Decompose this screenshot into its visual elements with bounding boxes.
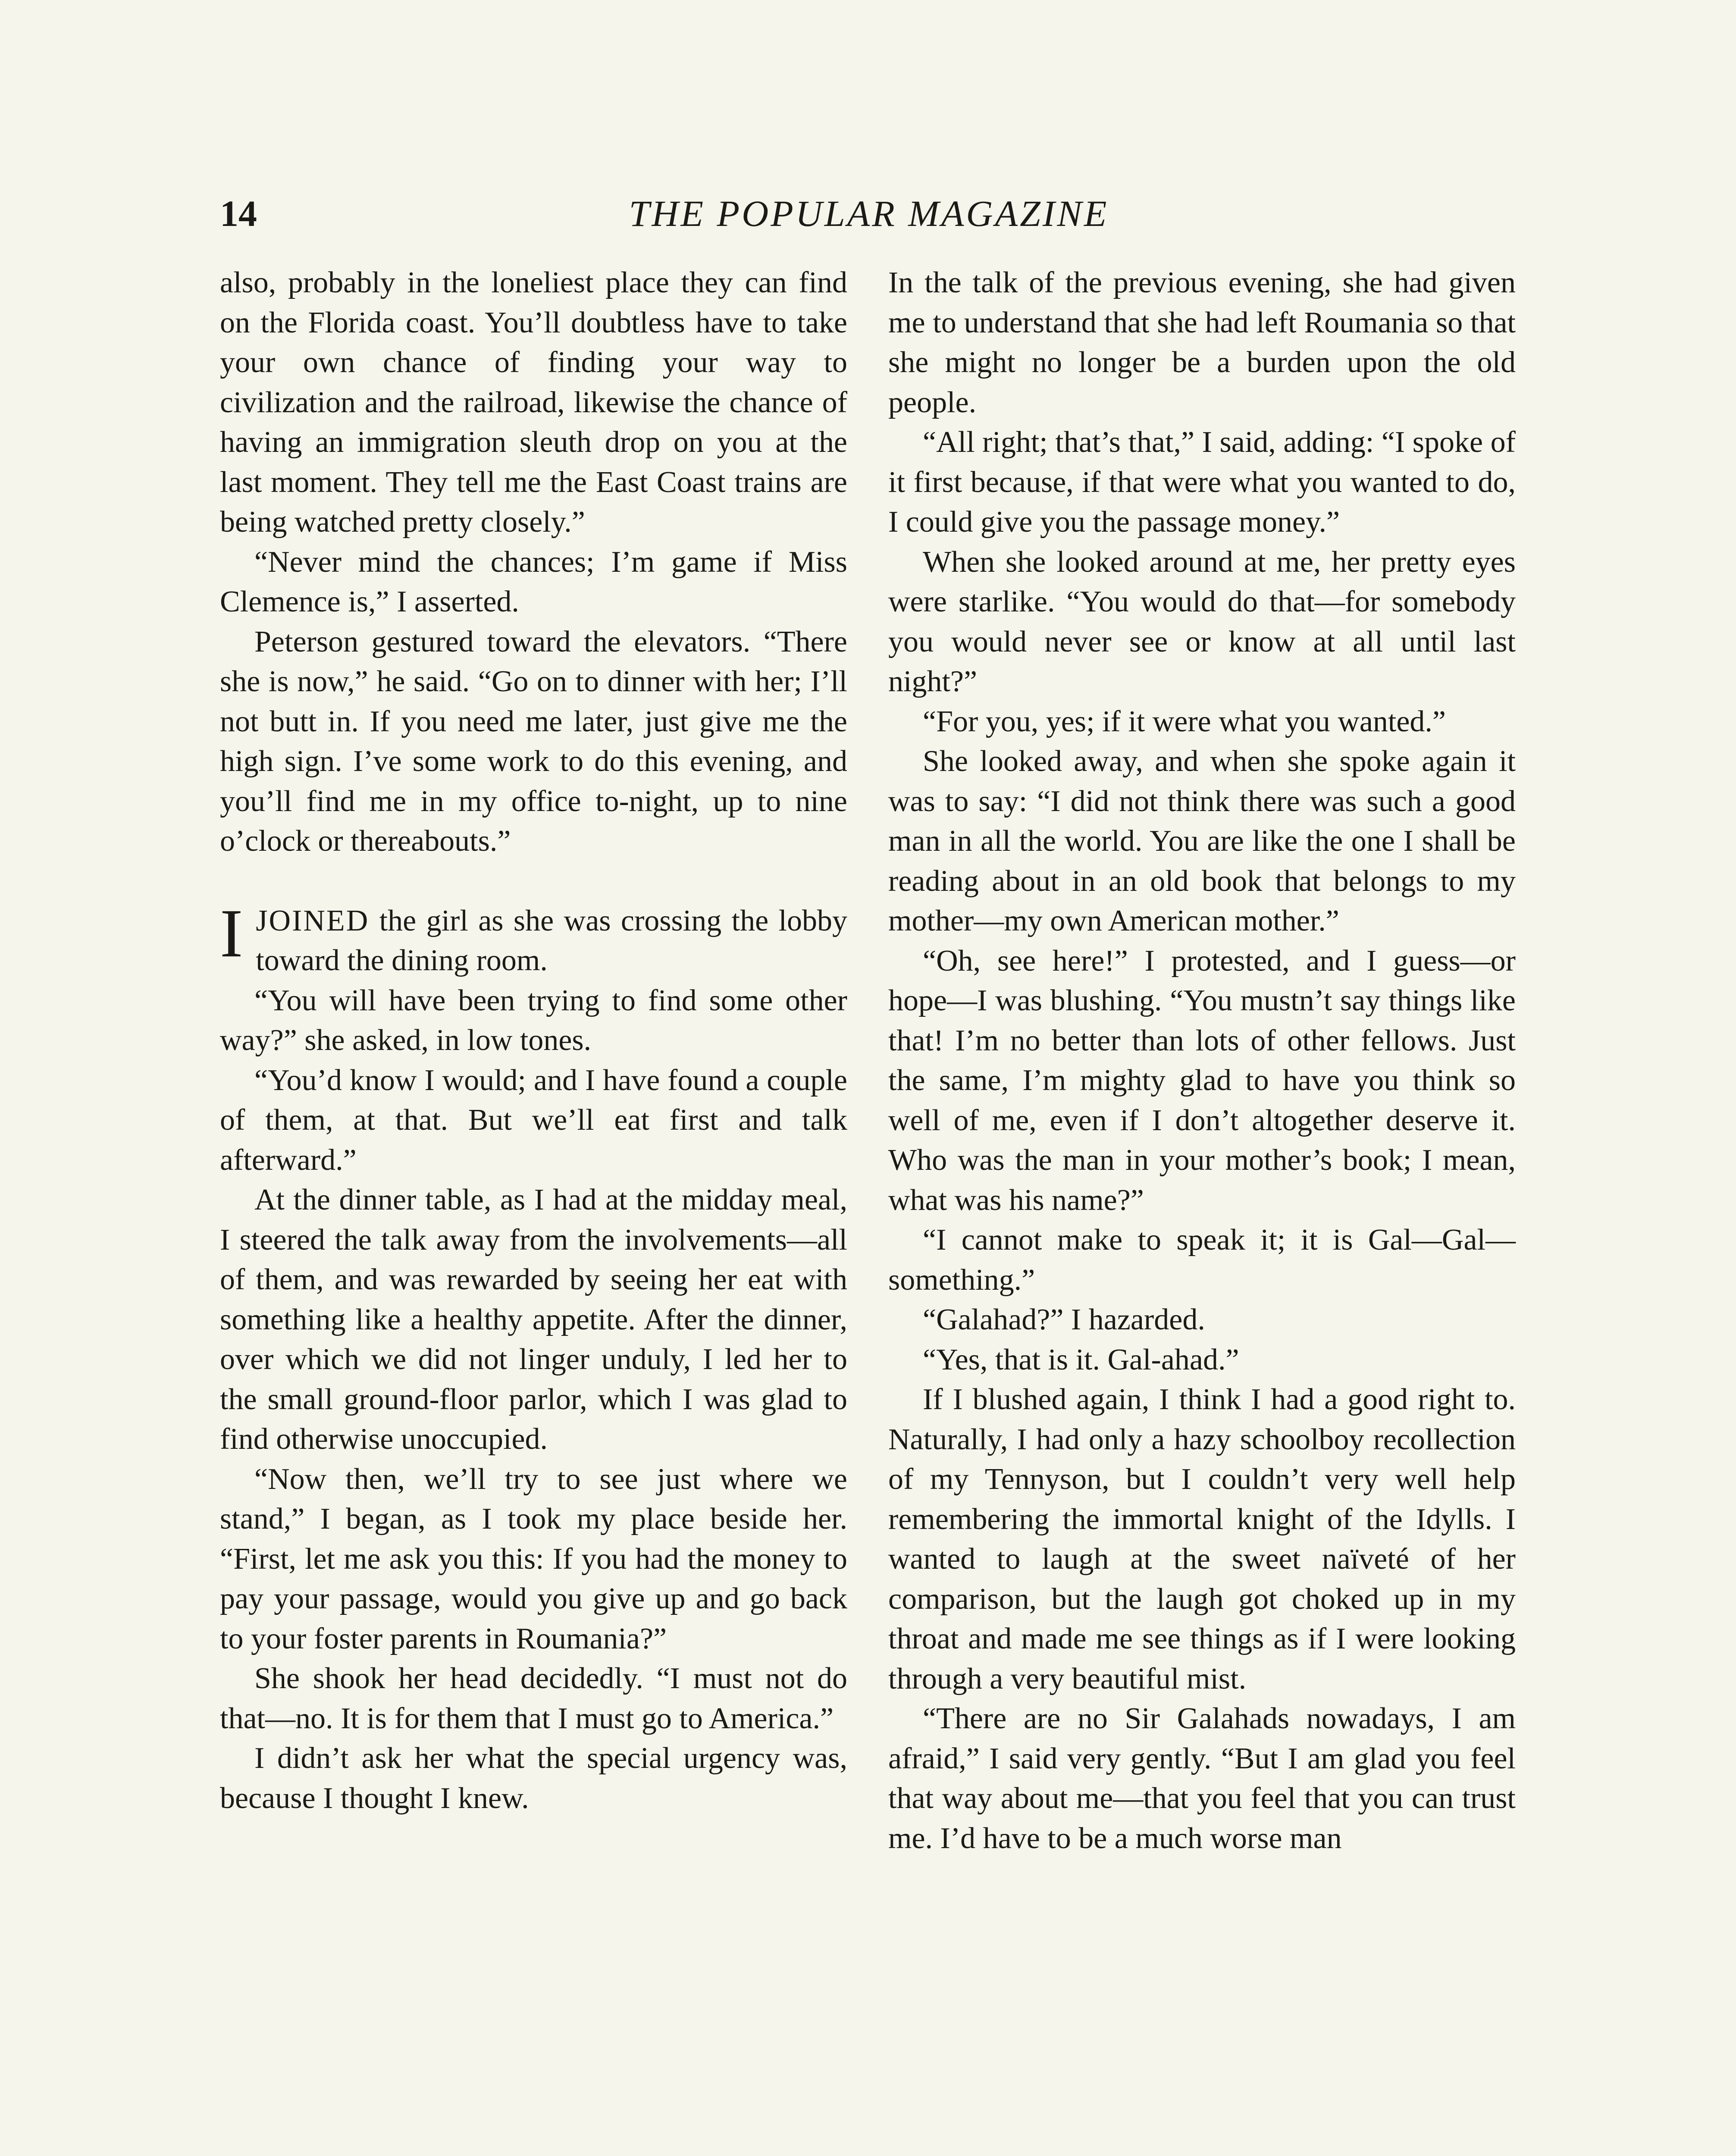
paragraph: “Yes, that is it. Gal-ahad.”	[923, 1343, 1239, 1376]
paragraph: Peterson gestured toward the elevators. “There she is now,” he said. “Go on to dinner with her; I’ll not butt in. If you need me later, just give me the high sign. I’ve some work to do this evening, and you’ll find me in my office to-night, up to nine o’clock or thereabouts.”	[220, 625, 847, 858]
paragraph: “For you, yes; if it were what you wanted.”	[923, 705, 1446, 738]
paragraph: “I cannot make to speak it; it is Gal—Gal—something.”	[888, 1223, 1516, 1297]
paragraph: “Now then, we’ll try to see just where we stand,” I began, as I took my place beside her. “First, let me ask you this: If you had the money to pay your passage, would you give up and go back to your foster parents in Roumania?”	[220, 1462, 847, 1655]
paragraph: She shook her head decidedly. “I must not do that—no. It is for them that I must go to America.”	[220, 1662, 847, 1735]
left-column	[220, 263, 847, 1818]
paragraph: “There are no Sir Galahads nowadays, I am afraid,” I said very gently. “But I am glad you feel that way about me—that you feel that you can trust me. I’d have to be a much worse man	[888, 1702, 1516, 1855]
right-column	[888, 263, 1516, 1858]
paragraph: If I blushed again, I think I had a good right to. Naturally, I had only a hazy schoolboy recollection of my Tennyson, but I couldn’t very well help remembering the immortal knight of the Idylls. I wanted to laugh at the sweet naïveté of her comparison, but the laugh got choked up in my throat and made me see things as if I were looking through a very beautiful mist.	[888, 1383, 1516, 1695]
paragraph: In the talk of the previous evening, she had given me to understand that she had left Roumania so that she might no longer be a burden upon the old people.	[888, 266, 1516, 419]
magazine-title: THE POPULAR MAGAZINE	[629, 193, 1109, 234]
paragraph: She looked away, and when she spoke again it was to say: “I did not think there was such a good man in all the world. You are like the one I shall be reading about in an old book that belongs to my mother—my own American mother.”	[888, 745, 1516, 937]
section-lead-word: JOINED	[256, 904, 370, 937]
paragraph: “You will have been trying to find some other way?” she asked, in low tones.	[220, 984, 847, 1057]
paragraph: When she looked around at me, her pretty eyes were starlike. “You would do that—for somebody you would never see or know at all until last night?”	[888, 545, 1516, 698]
paragraph: “Never mind the chances; I’m game if Miss Clemence is,” I asserted.	[220, 545, 847, 618]
page-header	[220, 190, 1518, 237]
page-number: 14	[220, 193, 257, 234]
paragraph: also, probably in the loneliest place they can find on the Florida coast. You’ll doubtless have to take your own chance of finding your way to civilization and the railroad, likewise the chance of having an immigration sleuth drop on you at the last moment. They tell me the East Coast trains are being watched pretty closely.”	[220, 266, 847, 539]
paragraph: At the dinner table, as I had at the midday meal, I steered the talk away from the involvements—all of them, and was rewarded by seeing her eat with something like a healthy appetite. After the dinner, over which we did not linger unduly, I led her to the small ground-floor parlor, which I was glad to find otherwise unoccupied.	[220, 1183, 847, 1456]
section-opening-paragraph	[220, 894, 847, 981]
section-opening-text: the girl as she was crossing the lobby toward the dining room.	[256, 904, 847, 977]
drop-cap: I	[220, 894, 243, 971]
paragraph: “All right; that’s that,” I said, adding: “I spoke of it first because, if that were what you wanted to do, I could give you the passage money.”	[888, 426, 1516, 539]
paragraph: “You’d know I would; and I have found a couple of them, at that. But we’ll eat first and talk afterward.”	[220, 1063, 847, 1177]
paragraph: “Galahad?” I hazarded.	[923, 1303, 1205, 1336]
paragraph: “Oh, see here!” I protested, and I guess—or hope—I was blushing. “You mustn’t say things like that! I’m no better than lots of other fellows. Just the same, I’m mighty glad to have you think so well of me, even if I don’t altogether deserve it. Who was the man in your mother’s book; I mean, what was his name?”	[888, 944, 1516, 1217]
paragraph: I didn’t ask her what the special urgency was, because I thought I knew.	[220, 1742, 847, 1815]
